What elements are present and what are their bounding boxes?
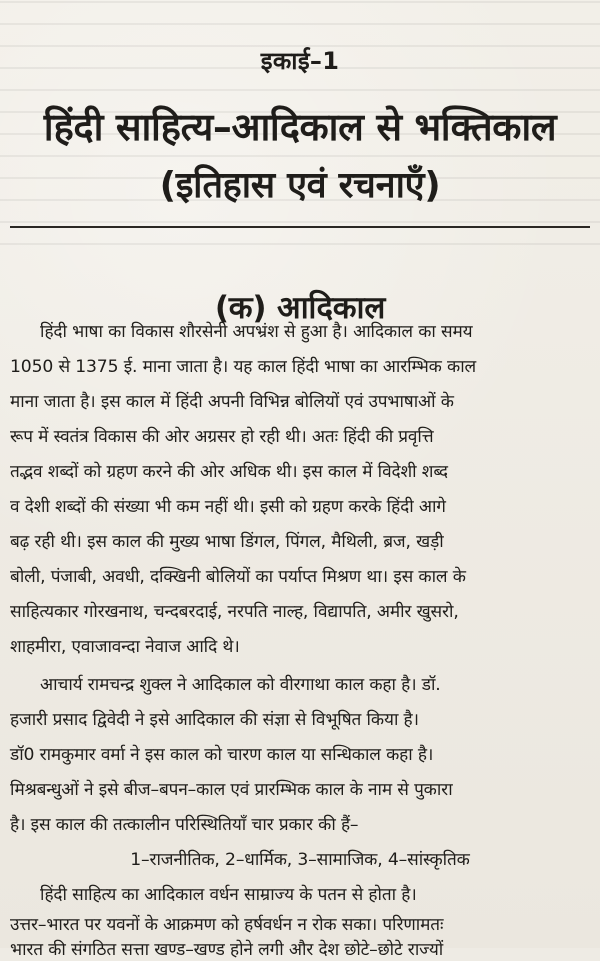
- paragraph-line-7: बढ़ रही थी। इस काल की मुख्य भाषा डिंगल, पिंगल, मैथिली, ब्रज, खड़ी: [10, 532, 444, 552]
- paragraph-line-17: उत्तर–भारत पर यवनों के आक्रमण को हर्षवर्धन न रोक सका। परिणामतः: [10, 915, 444, 935]
- paragraph-line-9: साहित्यकार गोरखनाथ, चन्दबरदाई, नरपति नाल्ह, विद्यापति, अमीर खुसरो,: [10, 602, 459, 622]
- paragraph-line-18: भारत की संगठित सत्ता खण्ड–खण्ड होने लगी और देश छोटे–छोटे राज्यों: [10, 940, 444, 960]
- section-heading: (क) आदिकाल: [214, 290, 386, 326]
- list-line: 1–राजनीतिक, 2–धार्मिक, 3–सामाजिक, 4–सांस्कृतिक: [130, 850, 470, 870]
- paragraph-line-2: 1050 से 1375 ई. माना जाता है। यह काल हिंदी भाषा का आरम्भिक काल: [10, 357, 477, 377]
- paragraph-line-4: रूप में स्वतंत्र विकास की ओर अग्रसर हो रही थी। अतः हिंदी की प्रवृत्ति: [10, 427, 434, 447]
- chapter-subtitle: (इतिहास एवं रचनाएँ): [159, 165, 441, 206]
- paragraph-line-13: डॉ0 रामकुमार वर्मा ने इस काल को चारण काल या सन्धिकाल कहा है।: [10, 745, 434, 765]
- paragraph-line-11: आचार्य रामचन्द्र शुक्ल ने आदिकाल को वीरगाथा काल कहा है। डॉ.: [40, 675, 441, 695]
- page-content: [10, 0, 590, 960]
- paragraph-line-15: है। इस काल की तत्कालीन परिस्थितियाँ चार प्रकार की हैं–: [10, 815, 359, 835]
- paragraph-line-5: तद्भव शब्दों को ग्रहण करने की ओर अधिक थी। इस काल में विदेशी शब्द: [10, 462, 448, 482]
- paragraph-line-16: हिंदी साहित्य का आदिकाल वर्धन साम्राज्य के पतन से होता है।: [40, 885, 417, 905]
- paragraph-line-6: व देशी शब्दों की संख्या भी कम नहीं थी। इसी को ग्रहण करके हिंदी आगे: [10, 497, 446, 517]
- title-divider: [10, 226, 590, 228]
- paragraph-line-14: मिश्रबन्धुओं ने इसे बीज–बपन–काल एवं प्रारम्भिक काल के नाम से पुकारा: [10, 780, 453, 800]
- paragraph-line-8: बोली, पंजाबी, अवधी, दक्खिनी बोलियों का पर्याप्त मिश्रण था। इस काल के: [10, 567, 466, 587]
- paragraph-line-12: हजारी प्रसाद द्विवेदी ने इसे आदिकाल की संज्ञा से विभूषित किया है।: [10, 710, 419, 730]
- paragraph-line-10: शाहमीरा, एवाजावन्दा नेवाज आदि थे।: [10, 637, 240, 657]
- chapter-title: हिंदी साहित्य–आदिकाल से भक्तिकाल: [43, 105, 557, 149]
- paragraph-line-1: हिंदी भाषा का विकास शौरसेनी अपभ्रंश से हुआ है। आदिकाल का समय: [40, 322, 473, 342]
- unit-label: इकाई–1: [260, 47, 340, 75]
- paragraph-line-3: माना जाता है। इस काल में हिंदी अपनी विभिन्न बोलियों एवं उपभाषाओं के: [10, 392, 454, 412]
